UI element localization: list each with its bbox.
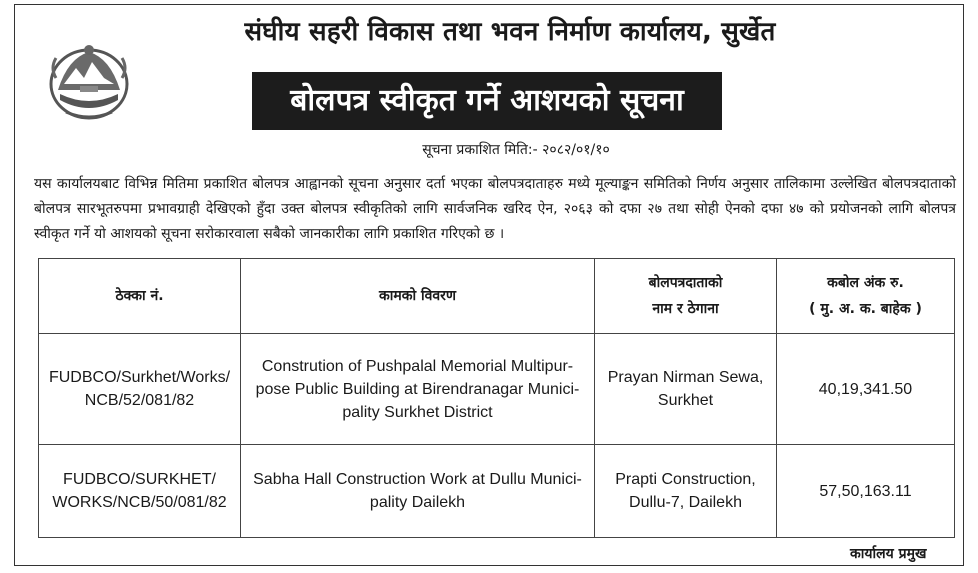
header-bidder <box>595 259 777 334</box>
nepal-emblem-icon <box>46 38 132 124</box>
header-amount <box>777 259 955 334</box>
amount-cell: 57,50,163.11 <box>777 445 955 538</box>
amount-cell: 40,19,341.50 <box>777 334 955 445</box>
bid-table <box>38 258 955 538</box>
contract-no-cell: FUDBCO/SURKHET/ WORKS/NCB/50/081/82 <box>39 445 241 538</box>
notice-title: बोलपत्र स्वीकृत गर्ने आशयको सूचना <box>252 72 722 130</box>
bidder-cell: Prayan Nirman Sewa, Surkhet <box>595 334 777 445</box>
header-description: कामको विवरण <box>241 259 595 334</box>
header-amount-line2: ( मु. अ. क. बाहेक ) <box>809 301 922 317</box>
contract-no-cell: FUDBCO/Surkhet/Works/ NCB/52/081/82 <box>39 334 241 445</box>
table-row <box>39 445 955 538</box>
header-bidder-line2: नाम र ठेगाना <box>652 301 719 317</box>
description-cell: Sabha Hall Construction Work at Dullu Munici- pality Dailekh <box>241 445 595 538</box>
description-cell: Constrution of Pushpalal Memorial Multipur- pose Public Building at Birendranagar Munici- pality Surkhet District <box>241 334 595 445</box>
intro-paragraph: यस कार्यालयबाट विभिन्न मितिमा प्रकाशित बोलपत्र आह्वानको सूचना अनुसार दर्ता भएका बोलपत्रदाताहरु मध्ये मूल्याङ्कन समितिको निर्णय अनुसार तालिकामा उल्लेखित बोलपत्रदाताको बोलपत्र सारभूतरुपमा प्रभावग्राही देखिएको हुँदा उक्त बोलपत्र स्वीकृतिको लागि सार्वजनिक खरिद ऐन, २०६३ को दफा २७ तथा सोही ऐनको दफा ४७ को प्रयोजनको लागि बोलपत्र स्वीकृत गर्ने यो आशयको सूचना सरोकारवाला सबैको जानकारीका लागि प्रकाशित गरिएको छ । <box>34 176 956 242</box>
table-row <box>39 334 955 445</box>
published-date: सूचना प्रकाशित मिति:- २०८२/०१/१० <box>422 142 610 158</box>
header-bidder-line1: बोलपत्रदाताको <box>648 275 723 291</box>
office-name: संघीय सहरी विकास तथा भवन निर्माण कार्यालय, सुर्खेत <box>244 17 776 47</box>
bidder-cell: Prapti Construction, Dullu-7, Dailekh <box>595 445 777 538</box>
signature-office-chief: कार्यालय प्रमुख <box>850 546 927 562</box>
header-amount-line1: कबोल अंक रु. <box>827 275 904 291</box>
table-header-row <box>39 259 955 334</box>
header-contract-no: ठेक्का नं. <box>39 259 241 334</box>
